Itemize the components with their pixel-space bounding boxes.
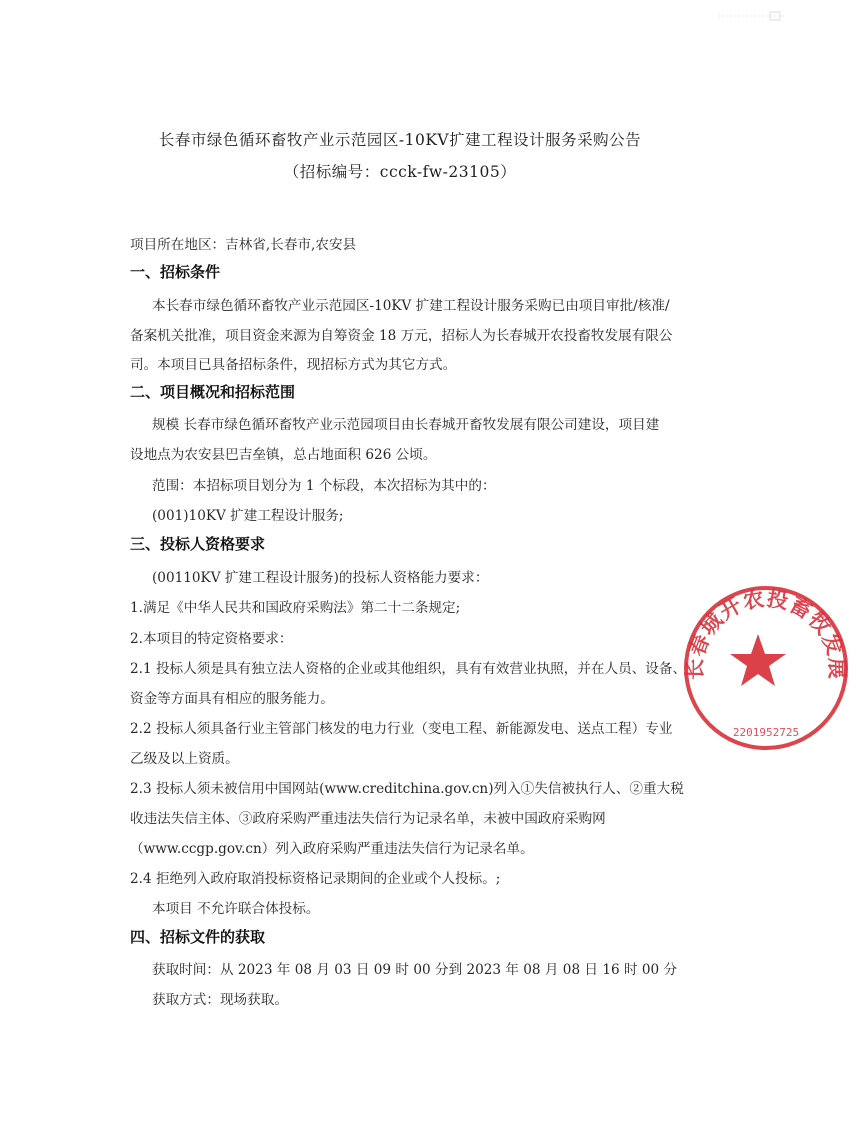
paragraph-line: 规模 长春市绿色循环畜牧产业示范园项目由长春城开畜牧发展有限公司建设，项目建 xyxy=(152,417,660,433)
paragraph-line: 2.本项目的特定资格要求： xyxy=(130,631,293,647)
paragraph-line: 获取方式：现场获取。 xyxy=(152,992,288,1008)
scan-mark xyxy=(712,6,790,26)
section-heading-4: 四、招标文件的获取 xyxy=(130,928,266,946)
paragraph-line: 资金等方面具有相应的服务能力。 xyxy=(130,691,334,707)
paragraph-line: 收违法失信主体、③政府采购严重违法失信行为记录名单，未被中国政府采购网 xyxy=(130,811,606,827)
paragraph-line: 2.1 投标人须是具有独立法人资格的企业或其他组织，具有有效营业执照，并在人员、设备、 xyxy=(130,661,687,677)
paragraph-line: 获取时间：从 2023 年 08 月 03 日 09 时 00 分到 2023 年 08 月 08 日 16 时 00 分 xyxy=(152,962,678,978)
bid-number: （招标编号：ccck-fw-23105） xyxy=(283,163,517,181)
svg-text:2201952725: 2201952725 xyxy=(732,726,800,739)
paragraph-line: 1.满足《中华人民共和国政府采购法》第二十二条规定; xyxy=(130,600,461,616)
paragraph-line: 本项目 不允许联合体投标。 xyxy=(152,901,320,917)
section-heading-2: 二、项目概况和招标范围 xyxy=(130,383,296,401)
document-title: 长春市绿色循环畜牧产业示范园区-10KV扩建工程设计服务采购公告 xyxy=(158,131,642,149)
paragraph-line: 司。本项目已具备招标条件，现招标方式为其它方式。 xyxy=(130,357,457,373)
company-seal xyxy=(676,578,850,756)
section-heading-3: 三、投标人资格要求 xyxy=(130,535,266,553)
paragraph-line: 备案机关批准，项目资金来源为自筹资金 18 万元，招标人为长春城开农投畜牧发展有限公 xyxy=(130,328,673,344)
section-heading-1: 一、招标条件 xyxy=(130,263,221,281)
paragraph-line: 乙级及以上资质。 xyxy=(130,751,239,767)
paragraph-line: 本长春市绿色循环畜牧产业示范园区-10KV 扩建工程设计服务采购已由项目审批/核准/ xyxy=(152,298,670,314)
seal-graphic xyxy=(676,578,856,756)
svg-text:长春城开农投畜牧发展: 长春城开农投畜牧发展 xyxy=(682,586,850,681)
paragraph-line: 范围：本招标项目划分为 1 个标段，本次招标为其中的： xyxy=(152,478,496,494)
paragraph-line: （www.ccgp.gov.cn）列入政府采购严重违法失信行为记录名单。 xyxy=(130,841,534,857)
paragraph-line: 2.4 拒绝列入政府取消投标资格记录期间的企业或个人投标。; xyxy=(130,871,501,887)
paragraph-line: (001)10KV 扩建工程设计服务; xyxy=(152,508,344,524)
seal-star-icon xyxy=(730,634,786,686)
paragraph-line: 2.3 投标人须未被信用中国网站(www.creditchina.gov.cn)列入①失信被执行人、②重大税 xyxy=(130,781,684,797)
project-location: 项目所在地区：吉林省,长春市,农安县 xyxy=(130,237,357,253)
paragraph-line: (00110KV 扩建工程设计服务)的投标人资格能力要求： xyxy=(152,570,489,586)
paragraph-line: 2.2 投标人须具备行业主管部门核发的电力行业（变电工程、新能源发电、送点工程）专业 xyxy=(130,721,673,737)
paragraph-line: 设地点为农安县巴吉垒镇，总占地面积 626 公顷。 xyxy=(130,447,437,463)
